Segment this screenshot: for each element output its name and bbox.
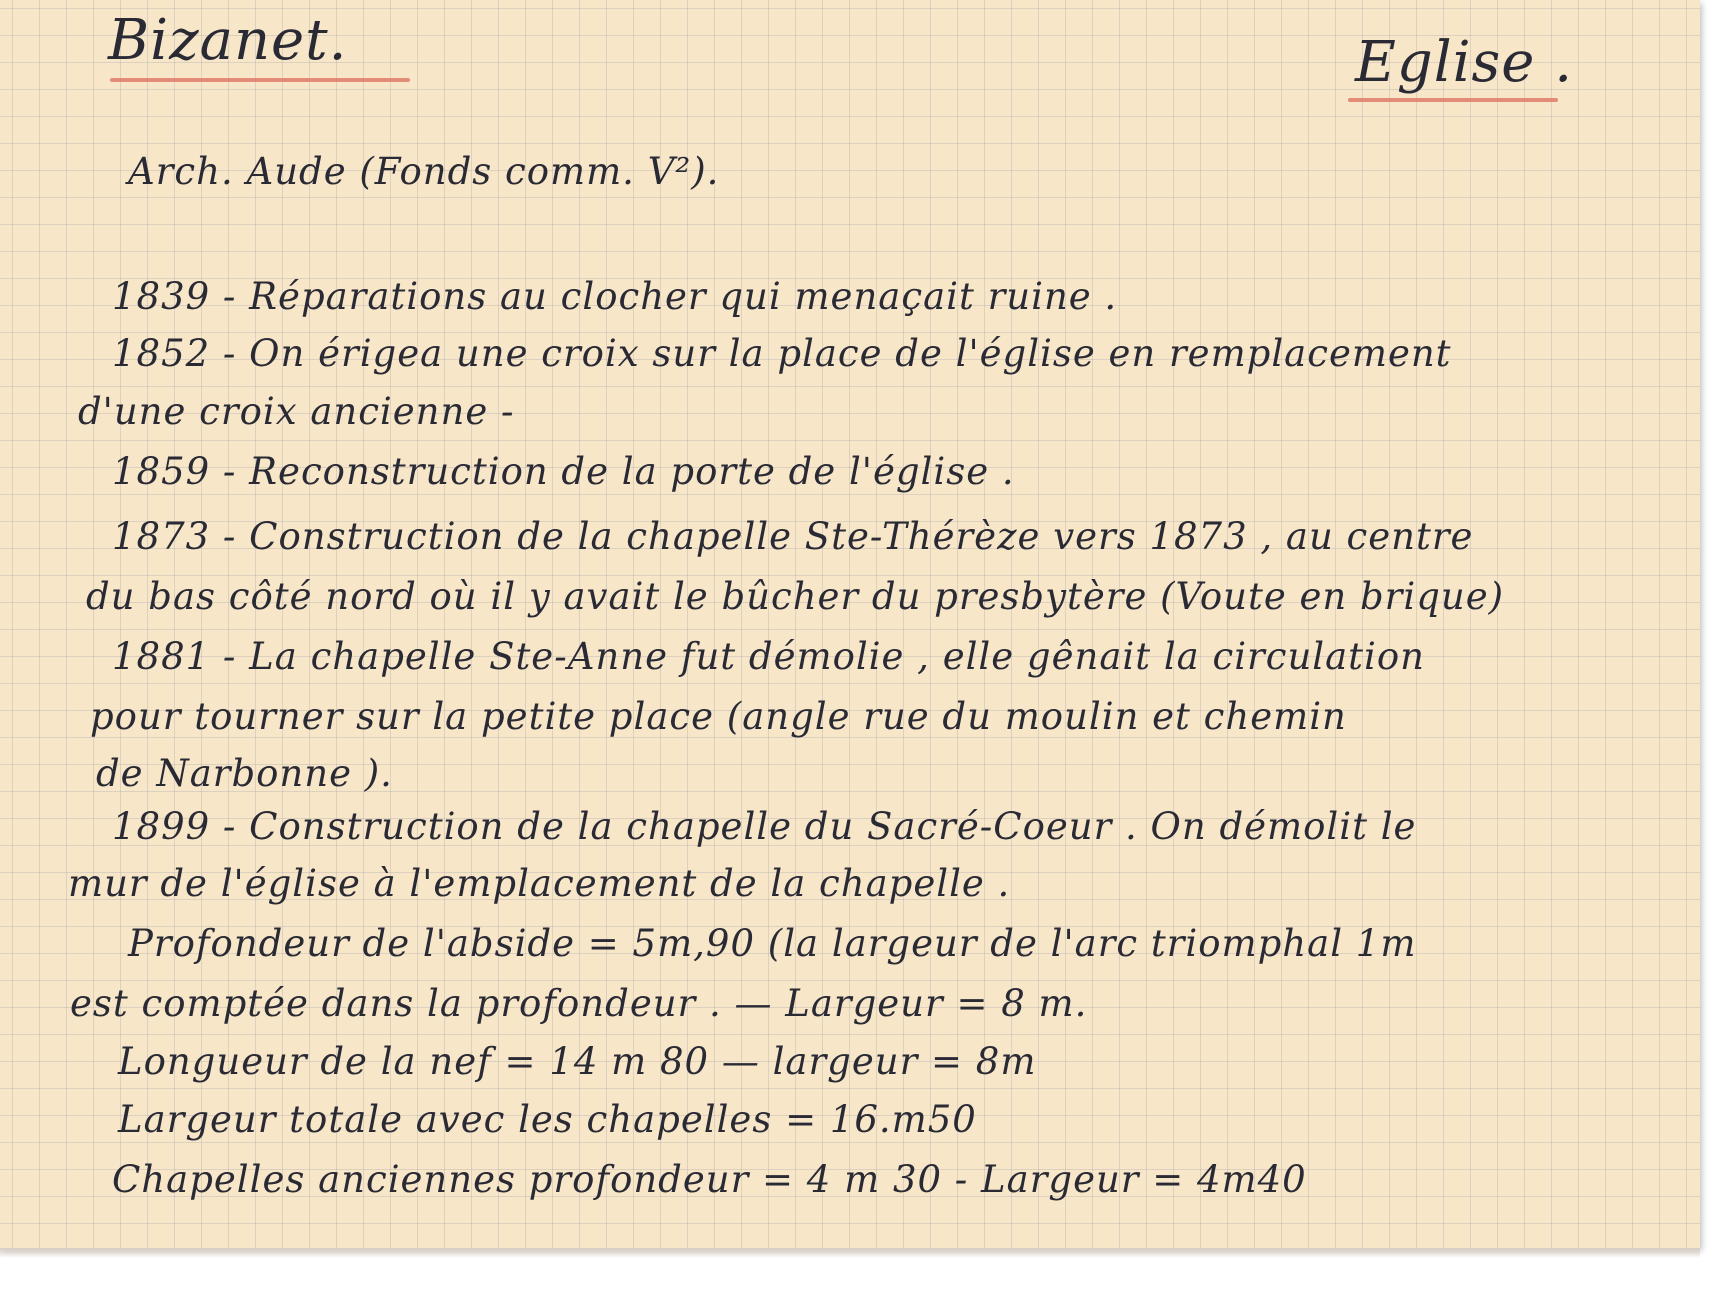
note-line: 1899 - Construction de la chapelle du Sacré-Coeur . On démolit le xyxy=(112,805,1417,848)
source-reference: Arch. Aude (Fonds comm. V²). xyxy=(128,150,720,193)
note-line: Chapelles anciennes profondeur = 4 m 30 - Largeur = 4m40 xyxy=(112,1158,1307,1201)
note-line: de Narbonne ). xyxy=(96,752,393,795)
card-title-place: Bizanet. xyxy=(108,8,348,73)
note-line: 1881 - La chapelle Ste-Anne fut démolie , elle gênait la circulation xyxy=(112,635,1425,678)
note-line: est comptée dans la profondeur . — Largeur = 8 m. xyxy=(70,982,1088,1025)
note-line: Longueur de la nef = 14 m 80 — largeur = 8m xyxy=(118,1040,1037,1083)
title-place-underline xyxy=(110,78,410,82)
note-line: d'une croix ancienne - xyxy=(78,390,515,433)
note-line: pour tourner sur la petite place (angle rue du moulin et chemin xyxy=(90,695,1347,738)
note-line: du bas côté nord où il y avait le bûcher du presbytère (Voute en brique) xyxy=(86,575,1505,618)
note-line: Largeur totale avec les chapelles = 16.m50 xyxy=(118,1098,977,1141)
card-title-subject: Eglise . xyxy=(1355,30,1574,95)
note-line: mur de l'église à l'emplacement de la chapelle . xyxy=(68,862,1011,905)
card-edge-shadow xyxy=(0,1248,1700,1258)
note-line: 1852 - On érigea une croix sur la place de l'église en remplacement xyxy=(112,332,1452,375)
title-subject-underline xyxy=(1348,98,1558,102)
note-line: Profondeur de l'abside = 5m,90 (la largeur de l'arc triomphal 1m xyxy=(128,922,1417,965)
note-line: 1839 - Réparations au clocher qui menaçait ruine . xyxy=(112,275,1118,318)
note-line: 1873 - Construction de la chapelle Ste-Thérèze vers 1873 , au centre xyxy=(112,515,1474,558)
note-line: 1859 - Reconstruction de la porte de l'église . xyxy=(112,450,1015,493)
